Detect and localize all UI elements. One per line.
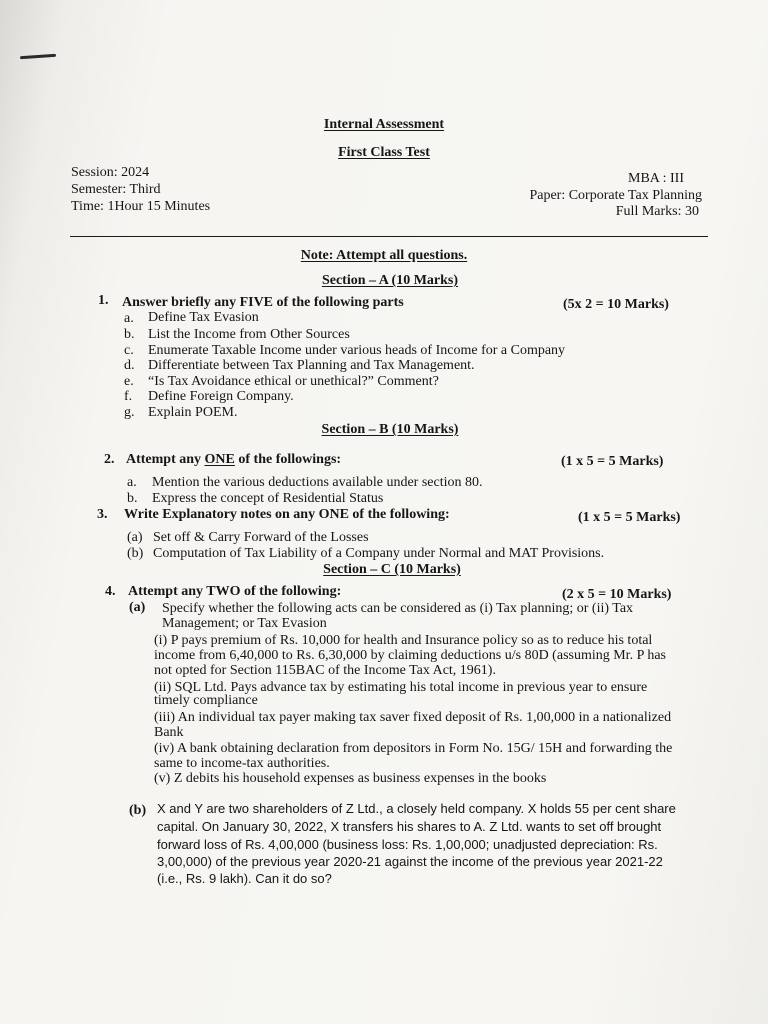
part-line: (i) P pays premium of Rs. 10,000 for health and Insurance policy so as to reduce his total	[154, 633, 653, 648]
q3-marks: (1 x 5 = 5 Marks)	[578, 510, 681, 525]
list-item-label: (a)	[127, 530, 143, 545]
list-item: Define Foreign Company.	[148, 389, 294, 404]
list-item: Enumerate Taxable Income under various heads of Income for a Company	[148, 343, 566, 358]
list-item-label: b.	[127, 491, 138, 506]
list-item-label: b.	[124, 327, 135, 342]
pen-mark	[20, 54, 56, 60]
q1-marks: (5x 2 = 10 Marks)	[563, 297, 669, 312]
program-label: MBA : III	[628, 171, 684, 186]
q4b-label: (b)	[129, 803, 147, 818]
list-item: Mention the various deductions available under section 80.	[152, 475, 483, 490]
full-marks-label: Full Marks: 30	[615, 204, 699, 219]
list-item: Explain POEM.	[148, 405, 238, 420]
list-item-label: d.	[124, 358, 135, 373]
list-item-label: (b)	[127, 546, 144, 561]
q1-number: 1.	[98, 293, 109, 308]
list-item-label: a.	[124, 311, 134, 326]
q3-number: 3.	[97, 507, 108, 522]
q2-number: 2.	[104, 452, 115, 467]
q4-text: Attempt any TWO of the following:	[128, 584, 342, 599]
q4a-line: Management; or Tax Evasion	[162, 616, 327, 631]
header-divider	[70, 236, 708, 237]
part-line: (iii) An individual tax payer making tax saver fixed deposit of Rs. 1,00,000 in a nationalized	[154, 710, 672, 725]
q2-marks: (1 x 5 = 5 Marks)	[561, 454, 664, 469]
q1-text: Answer briefly any FIVE of the following parts	[122, 295, 404, 310]
note-text: Note: Attempt all questions.	[300, 248, 468, 263]
q4a-line: Specify whether the following acts can be considered as (i) Tax planning; or (ii) Tax	[162, 601, 634, 616]
part-line: income from 6,40,000 to Rs. 6,30,000 by claiming deductions u/s 80D (assuming Mr. P has	[154, 648, 667, 663]
list-item-label: a.	[127, 475, 137, 490]
q4-number: 4.	[105, 584, 116, 599]
list-item-label: c.	[124, 343, 134, 358]
list-item: Set off & Carry Forward of the Losses	[153, 530, 369, 545]
q2-text: Attempt any ONE of the followings:	[126, 452, 342, 467]
list-item: List the Income from Other Sources	[148, 327, 350, 342]
section-a-heading: Section – A (10 Marks)	[321, 273, 459, 288]
part-line: (ii) SQL Ltd. Pays advance tax by estimating his total income in previous year to ensure	[154, 680, 648, 695]
list-item: “Is Tax Avoidance ethical or unethical?” Comment?	[148, 374, 439, 389]
semester-label: Semester: Third	[71, 182, 161, 197]
part-line: Bank	[154, 725, 184, 740]
paper-label: Paper: Corporate Tax Planning	[529, 188, 702, 203]
q4b-line: capital. On January 30, 2022, X transfers his shares to A. Z Ltd. wants to set off brought	[157, 819, 662, 834]
list-item: Computation of Tax Liability of a Company under Normal and MAT Provisions.	[153, 546, 605, 561]
part-line: same to income-tax authorities.	[154, 756, 330, 771]
q4a-label: (a)	[129, 600, 146, 615]
session-label: Session: 2024	[71, 165, 150, 180]
list-item: Express the concept of Residential Status	[152, 491, 384, 506]
section-c-heading: Section – C (10 Marks)	[323, 562, 461, 577]
q4-marks: (2 x 5 = 10 Marks)	[562, 587, 672, 602]
part-line: (v) Z debits his household expenses as business expenses in the books	[154, 771, 547, 786]
part-line: not opted for Section 115BAC of the Income Tax Act, 1961).	[154, 663, 496, 678]
q4b-line: (i.e., Rs. 9 lakh). Can it do so?	[157, 871, 332, 886]
part-line: (iv) A bank obtaining declaration from depositors in Form No. 15G/ 15H and forwarding the	[154, 741, 673, 756]
list-item-label: e.	[124, 374, 134, 389]
list-item-label: f.	[124, 389, 133, 404]
q4b-line: X and Y are two shareholders of Z Ltd., a closely held company. X holds 55 per cent share	[157, 801, 676, 816]
q4b-line: forward loss of Rs. 4,00,000 (business loss: Rs. 1,00,000; unadjusted depreciation: Rs.	[157, 837, 658, 852]
list-item-label: g.	[124, 405, 135, 420]
section-b-heading: Section – B (10 Marks)	[321, 422, 459, 437]
q3-text: Write Explanatory notes on any ONE of the following:	[124, 507, 450, 522]
list-item: Differentiate between Tax Planning and Tax Management.	[148, 358, 475, 373]
q4b-line: 3,00,000) of the previous year 2020-21 against the income of the previous year 2021-22	[157, 854, 663, 869]
paper-subtitle: First Class Test	[338, 145, 430, 160]
time-label: Time: 1Hour 15 Minutes	[71, 199, 211, 214]
list-item: Define Tax Evasion	[148, 310, 259, 325]
part-line: timely compliance	[154, 693, 258, 708]
paper-title: Internal Assessment	[323, 117, 445, 132]
